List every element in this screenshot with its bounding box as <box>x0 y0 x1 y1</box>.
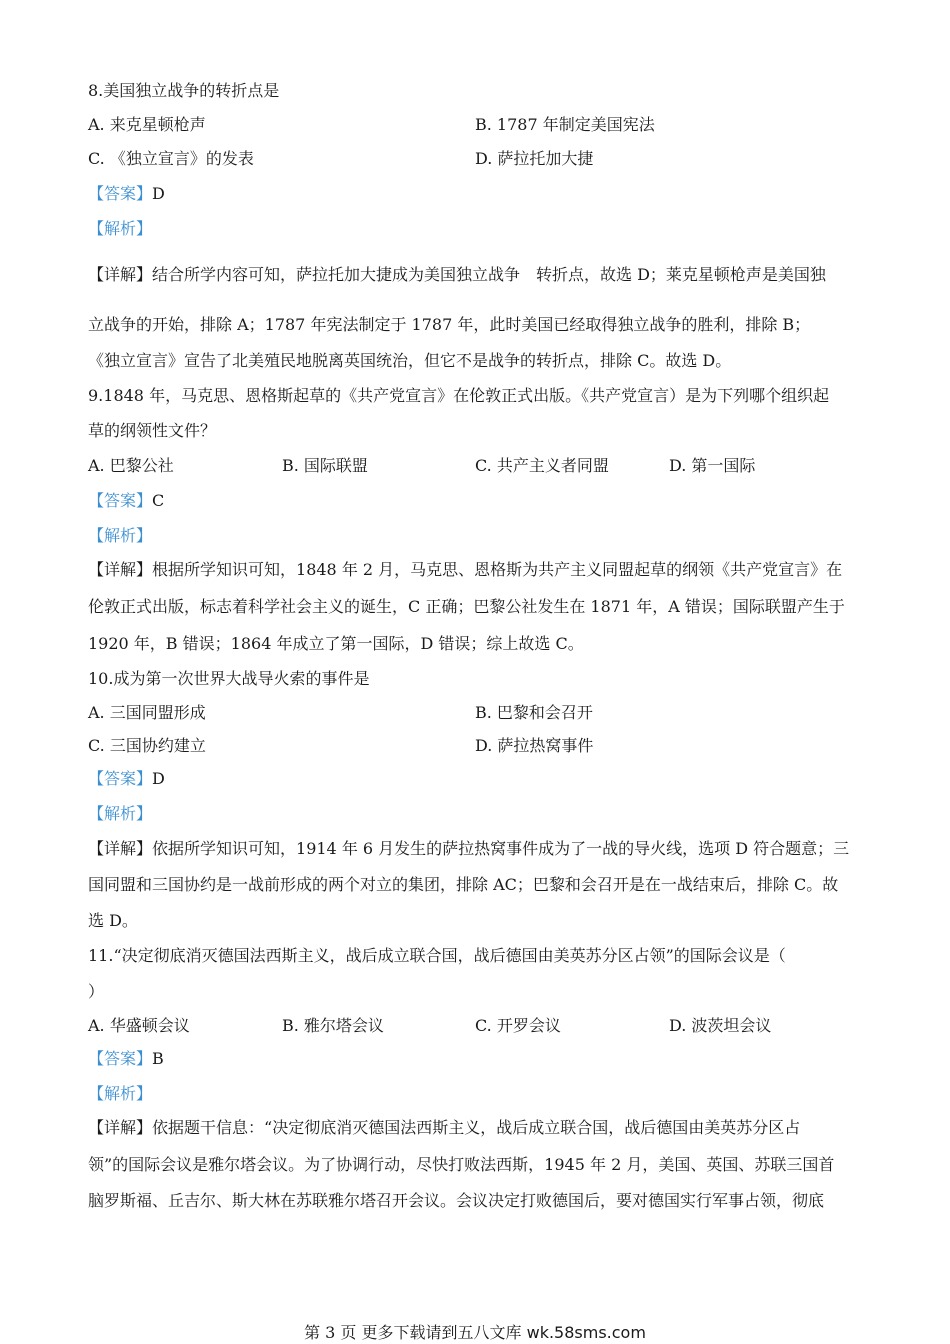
q11-option-c: C. 开罗会议 <box>475 1016 561 1035</box>
footer-page-text: 第 3 页 更多下载请到五八文库 <box>304 1323 522 1342</box>
q9-analysis-label: 【解析】 <box>88 526 153 545</box>
answer-value: B <box>152 1049 164 1068</box>
q10-detail-line-3: 选 D。 <box>88 911 138 930</box>
q8-stem: 8.美国独立战争的转折点是 <box>88 81 280 100</box>
detail-text: 结合所学内容可知，萨拉托加大捷成为美国独立战争 转折点，故选 D；莱克星顿枪声是美国独 <box>152 265 826 284</box>
answer-label: 【答案】 <box>88 491 153 510</box>
q9-option-b: B. 国际联盟 <box>282 456 368 475</box>
q11-detail-line-2: 领”的国际会议是雅尔塔会议。为了协调行动，尽快打败法西斯，1945 年 2 月，美国、英国、苏联三国首 <box>88 1155 835 1174</box>
q10-option-a: A. 三国同盟形成 <box>88 703 206 722</box>
q9-option-d: D. 第一国际 <box>669 456 756 475</box>
q8-detail-line-1 <box>88 264 862 286</box>
q9-stem-line-2: 草的纲领性文件？ <box>88 421 217 440</box>
answer-value: D <box>152 769 165 788</box>
q8-detail-line-3: 《独立宣言》宣告了北美殖民地脱离英国统治，但它不是战争的转折点，排除 C。故选 D。 <box>88 351 732 370</box>
q11-option-b: B. 雅尔塔会议 <box>282 1016 384 1035</box>
q11-detail-line-1 <box>88 1117 862 1139</box>
q8-analysis-label: 【解析】 <box>88 219 153 238</box>
q11-stem-line-2: ） <box>88 982 105 1001</box>
q11-option-a: A. 华盛顿会议 <box>88 1016 190 1035</box>
answer-value: D <box>152 184 165 203</box>
q9-answer <box>88 490 164 512</box>
q10-option-d: D. 萨拉热窝事件 <box>475 736 594 755</box>
q9-detail-line-1 <box>88 559 862 581</box>
detail-label: 【详解】 <box>88 265 153 284</box>
q10-answer <box>88 768 165 790</box>
page-footer <box>0 1323 950 1343</box>
q11-detail-line-3: 脑罗斯福、丘吉尔、斯大林在苏联雅尔塔召开会议。会议决定打败德国后，要对德国实行军事占领，彻底 <box>88 1191 825 1210</box>
detail-text: 依据所学知识可知，1914 年 6 月发生的萨拉热窝事件成为了一战的导火线，选项 D 符合题意；三 <box>152 839 850 858</box>
q11-stem-line-1: 11.“决定彻底消灭德国法西斯主义，战后成立联合国，战后德国由美英苏分区占领”的国际会议是（ <box>88 946 786 965</box>
q10-detail-line-2: 国同盟和三国协约是一战前形成的两个对立的集团，排除 AC；巴黎和会召开是在一战结束后，排除 C。故 <box>88 875 839 894</box>
q8-option-a: A. 来克星顿枪声 <box>88 115 206 134</box>
answer-label: 【答案】 <box>88 769 153 788</box>
q10-detail-line-1 <box>88 838 862 860</box>
answer-label: 【答案】 <box>88 184 153 203</box>
q11-analysis-label: 【解析】 <box>88 1084 153 1103</box>
footer-site-link[interactable]: wk.58sms.com <box>526 1323 646 1342</box>
answer-label: 【答案】 <box>88 1049 153 1068</box>
q11-answer <box>88 1048 164 1070</box>
q11-option-d: D. 波茨坦会议 <box>669 1016 772 1035</box>
answer-value: C <box>152 491 165 510</box>
q8-detail-line-2: 立战争的开始，排除 A；1787 年宪法制定于 1787 年，此时美国已经取得独立战争的胜利，排除 B； <box>88 315 811 334</box>
q9-option-c: C. 共产主义者同盟 <box>475 456 609 475</box>
q9-option-a: A. 巴黎公社 <box>88 456 174 475</box>
q8-option-b: B. 1787 年制定美国宪法 <box>475 115 655 134</box>
q9-detail-line-2: 伦敦正式出版，标志着科学社会主义的诞生，C 正确；巴黎公社发生在 1871 年，A 错误；国际联盟产生于 <box>88 597 845 616</box>
q8-answer <box>88 183 165 205</box>
q8-option-c: C. 《独立宣言》的发表 <box>88 149 254 168</box>
q8-option-d: D. 萨拉托加大捷 <box>475 149 594 168</box>
detail-label: 【详解】 <box>88 839 153 858</box>
detail-label: 【详解】 <box>88 1118 153 1137</box>
detail-label: 【详解】 <box>88 560 153 579</box>
q9-stem-line-1: 9.1848 年，马克思、恩格斯起草的《共产党宣言》在伦敦正式出版。《共产党宣言）是为下列哪个组织起 <box>88 386 830 405</box>
q9-detail-line-3: 1920 年，B 错误；1864 年成立了第一国际，D 错误；综上故选 C。 <box>88 634 584 653</box>
q10-option-c: C. 三国协约建立 <box>88 736 206 755</box>
q10-analysis-label: 【解析】 <box>88 804 153 823</box>
detail-text: 依据题干信息：“决定彻底消灭德国法西斯主义，战后成立联合国，战后德国由美英苏分区占 <box>152 1118 801 1137</box>
q10-stem: 10.成为第一次世界大战导火索的事件是 <box>88 669 370 688</box>
q10-option-b: B. 巴黎和会召开 <box>475 703 593 722</box>
detail-text: 根据所学知识可知，1848 年 2 月，马克思、恩格斯为共产主义同盟起草的纲领《共产党宣言》在 <box>152 560 843 579</box>
